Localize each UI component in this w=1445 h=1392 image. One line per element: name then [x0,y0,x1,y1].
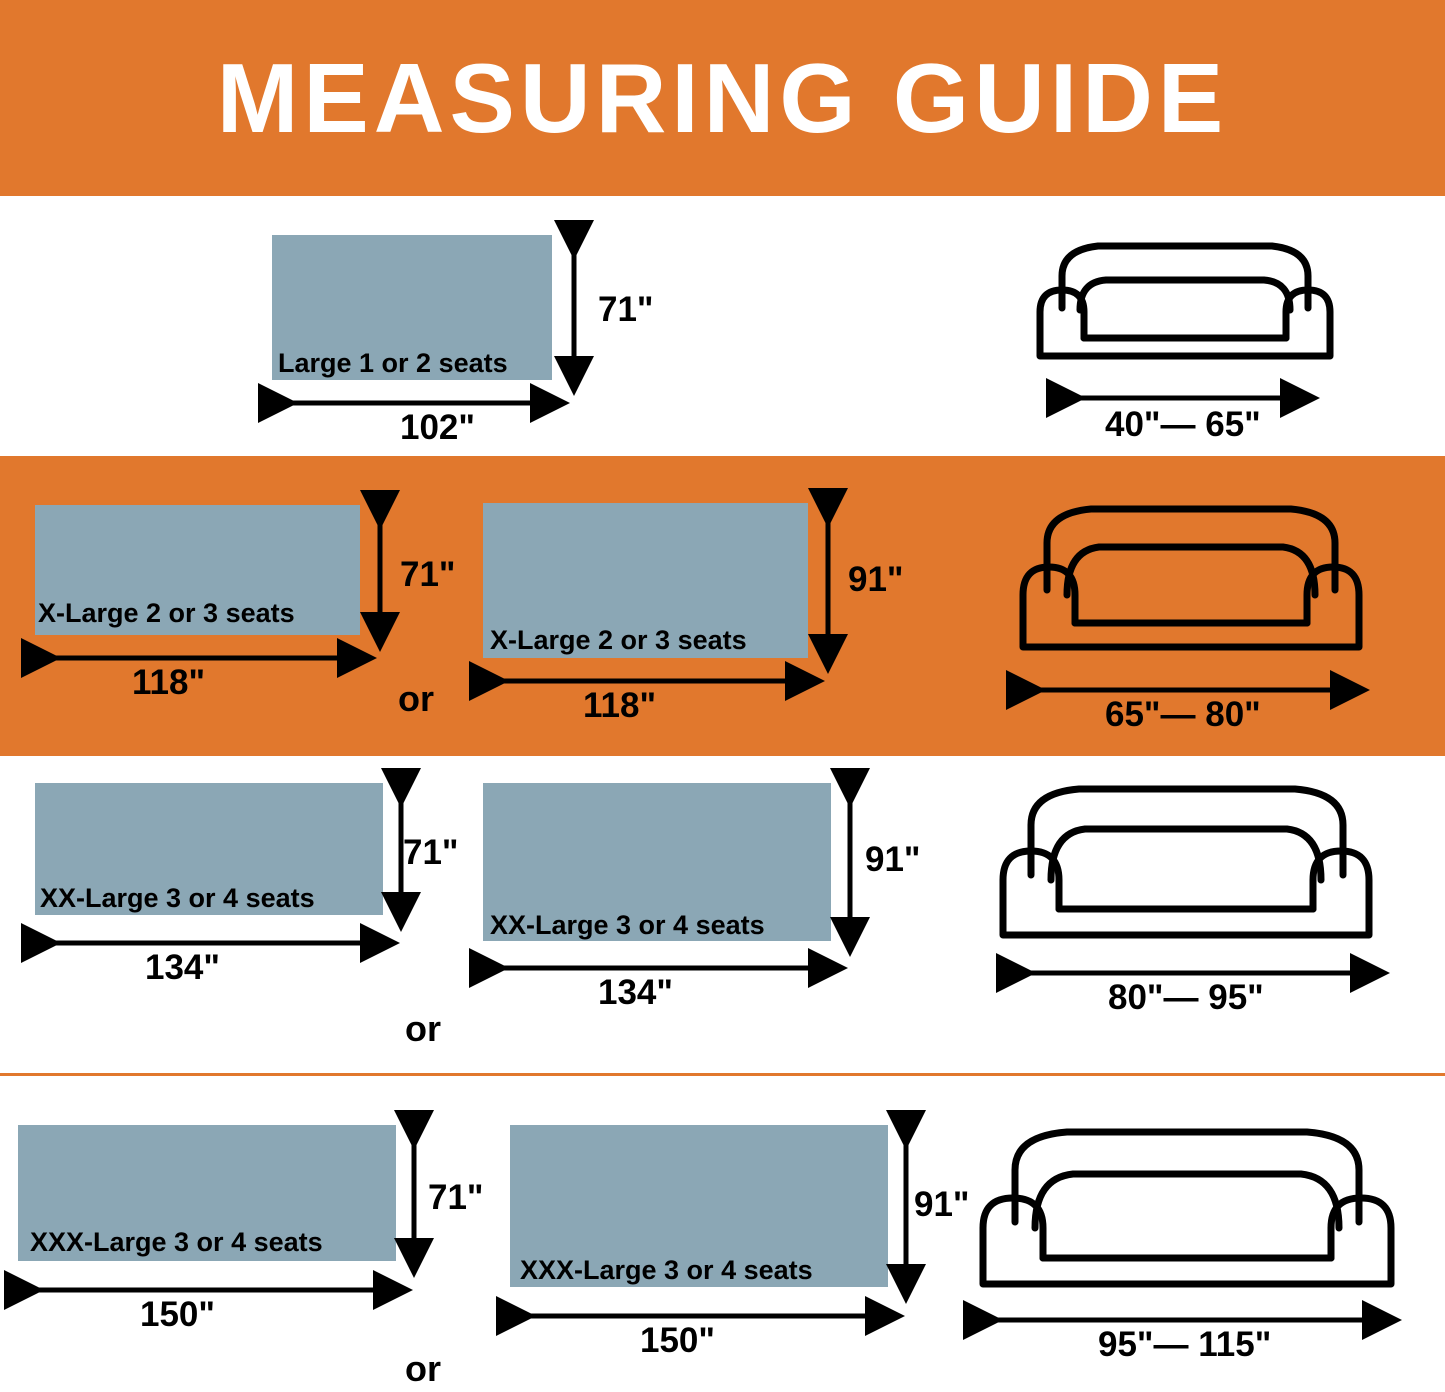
measure-rect-label: XX-Large 3 or 4 seats [490,910,765,940]
width-label: 134" [145,948,220,987]
width-label: 134" [598,973,673,1012]
height-arrow [362,502,398,640]
or-label: or [405,1008,441,1049]
width-label: 150" [140,1295,215,1334]
height-label: 71" [400,555,456,594]
height-arrow [810,500,846,662]
width-label: 150" [640,1321,715,1360]
height-arrow [396,1122,432,1266]
sofa-range-label: 40"— 65" [1105,405,1261,444]
or-label: or [398,678,434,719]
page-title: MEASURING GUIDE [216,43,1229,153]
header [0,0,1445,196]
height-label: 71" [403,833,459,872]
or-label: or [405,1348,441,1389]
sofa-icon [1005,495,1375,675]
measure-rect-label: XXX-Large 3 or 4 seats [520,1255,813,1285]
measure-rect-label: XX-Large 3 or 4 seats [40,883,315,913]
sofa-range-label: 95"— 115" [1098,1325,1272,1364]
width-label: 102" [400,408,475,447]
height-label: 71" [598,290,654,329]
height-arrow [556,232,592,384]
sofa-icon [985,775,1385,960]
height-label: 91" [848,560,904,599]
sofa-range-label: 80"— 95" [1108,978,1264,1017]
sofa-icon [965,1118,1405,1308]
sofa-range-label: 65"— 80" [1105,695,1261,734]
section-divider [0,1073,1445,1076]
measure-rect-label: XXX-Large 3 or 4 seats [30,1227,323,1257]
measure-rect-label: X-Large 2 or 3 seats [38,598,295,628]
width-label: 118" [583,686,657,725]
height-label: 91" [865,840,921,879]
height-label: 71" [428,1178,484,1217]
height-label: 91" [914,1185,970,1224]
sofa-icon [1020,230,1350,380]
measure-rect-label: Large 1 or 2 seats [278,348,508,378]
measure-rect-label: X-Large 2 or 3 seats [490,625,747,655]
width-label: 118" [132,663,206,702]
height-arrow [832,780,868,945]
